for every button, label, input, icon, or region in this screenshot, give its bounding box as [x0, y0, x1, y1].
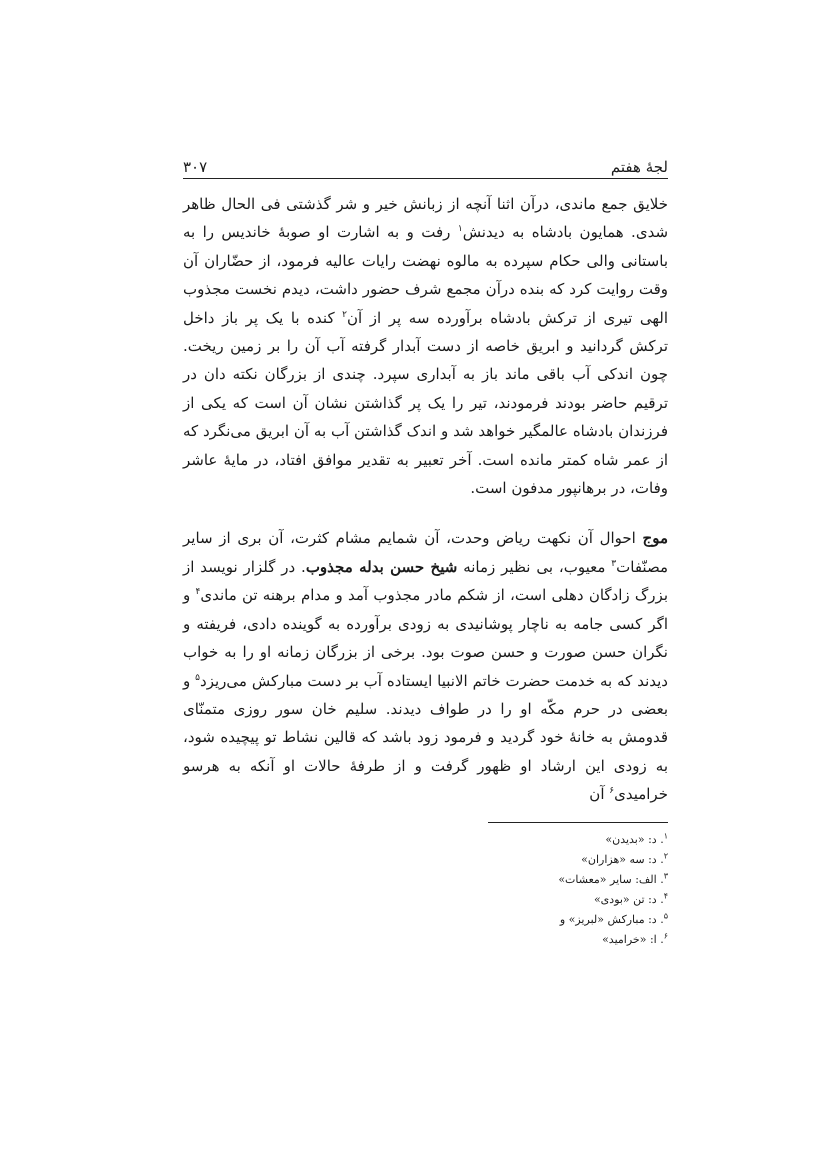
footnote: $^۱$. د: «بدیدن»	[605, 831, 668, 846]
footnote-ref-1: ۱	[457, 224, 463, 235]
footnote: $^۶$. ا: «خرامید»	[602, 931, 668, 946]
person-name: شیخ حسن بدله مجذوب	[305, 557, 458, 576]
page-number: ۳۰۷	[183, 158, 208, 176]
footnote-ref-3: ۳	[611, 558, 617, 569]
footnote: $^۴$. د: تن «بودی»	[593, 891, 668, 906]
footnote: $^۳$. الف: سایر «معشات»	[558, 871, 668, 886]
chapter-title: لجهٔ هفتم	[610, 158, 668, 176]
section-lead-word: موج	[642, 529, 668, 548]
footnote-ref-5: ۵	[195, 672, 201, 683]
main-text	[183, 190, 668, 809]
header-rule	[183, 178, 668, 179]
footnote-ref-2: ۲	[342, 309, 348, 320]
footnote-rule	[488, 822, 668, 823]
paragraph-1: خلایق جمع ماندی، درآن اثنا آنچه از زبانش خیر و شر گذشتی فی الحال ظاهر شدی. همایون بادشاه به دیدنش$^۱$ رفت و به اشارت او صوبهٔ خاندیس را به باستانی والی حکام سپرده به مالوه نهضت رایات عالیه فرمود، از حضّاران آن وقت روایت کرد که بنده درآن مجمع شرف حضور داشت، دیدم نخست مجذوب الهی تیری از ترکش بادشاه برآورده سه پر از آن$^۲$ کنده با یک پر باز داخل ترکش گردانید و ابریق خاصه از دست آبدار گرفته آب آن را بر زمین ریخت. چون اندکی آب باقی ماند باز به آبداری سپرد. چندی از بزرگان نکته دان در ترقیم حاضر بودند فرمودند، تیر را یک پر گذاشتن نشان آن است که یکی از فرزندان بادشاه عالمگیر خواهد شد و اندک گذاشتن آب به آن ابریق می‌نگرد که از عمر شاه کمتر مانده است. آخر تعبیر به تقدیر موافق افتاد، در مایهٔ عاشر وفات، در برهانپور مدفون است.	[183, 195, 669, 498]
footnote: $^۲$. د: سه «هزاران»	[581, 851, 668, 866]
footnote-ref-4: ۴	[195, 587, 201, 598]
book-page	[183, 148, 668, 1008]
footnote: $^۵$. د: مبارکش «لبریز» و	[559, 911, 668, 926]
footnote-ref-6: ۶	[609, 786, 615, 797]
running-header	[183, 148, 668, 176]
footnotes	[368, 830, 668, 950]
paragraph-2: موج احوال آن نکهت ریاض وحدت، آن شمایم مشام کثرت، آن بری از سایر مصنّفات$^۳$ معیوب، بی نظیر زمانه شیخ حسن بدله مجذوب. در گلزار نویسد از بزرگ زادگان دهلی است، از شکم مادر مجذوب آمد و مدام برهنه تن ماندی$^۴$ و اگر کسی جامه به ناچار پوشانیدی به زودی برآورده به گوینده دادی، فریفته و نگران حسن صورت و حسن صوت بود. برخی از بزرگان زمانه او را به خواب دیدند که به خدمت حضرت خاتم الانبیا ایستاده آب بر دست مبارکش می‌ریزد$^۵$ و بعضی در حرم مکّه او را در طواف دیدند. سلیم خان سور روزی متمنّای قدومش به خانهٔ خود گردید و فرمود زود باشد که قالین نشاط تو پیچیده شود، به زودی این ارشاد او ظهور گرفت و از طرفهٔ حالات او آنکه به هرسو خرامیدی$^۶$ آن	[183, 529, 668, 804]
